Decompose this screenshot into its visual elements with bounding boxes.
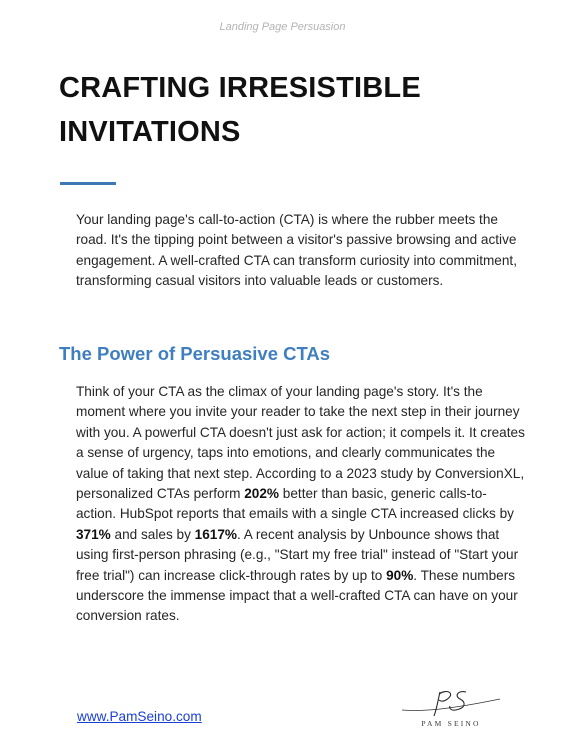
body-text-part-2: better than basic, generic calls-to-action. HubSpot reports that emails with a single CTA increased clicks by [76,486,514,522]
stat-click-increase: 371% [76,526,111,542]
website-link[interactable]: www.PamSeino.com [77,709,202,724]
body-paragraph [76,382,526,627]
page-title-line-1: CRAFTING IRRESISTIBLE [59,72,421,104]
logo-name: PAM SEINO [421,719,481,728]
page-title-line-2: INVITATIONS [59,116,241,148]
title-accent-rule [60,182,116,185]
body-text-part-3: and sales by [110,526,195,542]
page-title [59,66,519,154]
intro-paragraph: Your landing page's call-to-action (CTA) is where the rubber meets the road. It's the tipping point between a visitor's passive browsing and active engagement. A well-crafted CTA can transform curiosity into commitment, transforming casual visitors into valuable leads or customers. [76,212,517,289]
logo-monogram [396,686,506,718]
body-text-part-4: . A recent analysis by Unbounce shows that using first-person phrasing (e.g., "Start my free trial" instead of "Start your free trial") can increase click-through rates by up to [76,526,519,583]
stat-ctr-increase: 90% [386,567,414,583]
section-heading: The Power of Persuasive CTAs [59,343,331,364]
body-text-part-1: Think of your CTA as the climax of your landing page's story. It's the moment where you invite your reader to take the next step in their journey with you. A powerful CTA doesn't just ask for action; it compels it. It creates a sense of urgency, taps into emotions, and clearly communicates the value of taking that next step. According to a 2023 study by ConversionXL, personalized CTAs perform [76,384,525,502]
body-text-part-5: . These numbers underscore the immense impact that a well-crafted CTA can have on your conversion rates. [76,567,518,624]
running-header: Landing Page Persuasion [219,21,346,33]
stat-personalized-cta: 202% [244,486,280,502]
ps-signature-logo-icon [396,686,506,732]
stat-sales-increase: 1617% [194,526,237,542]
